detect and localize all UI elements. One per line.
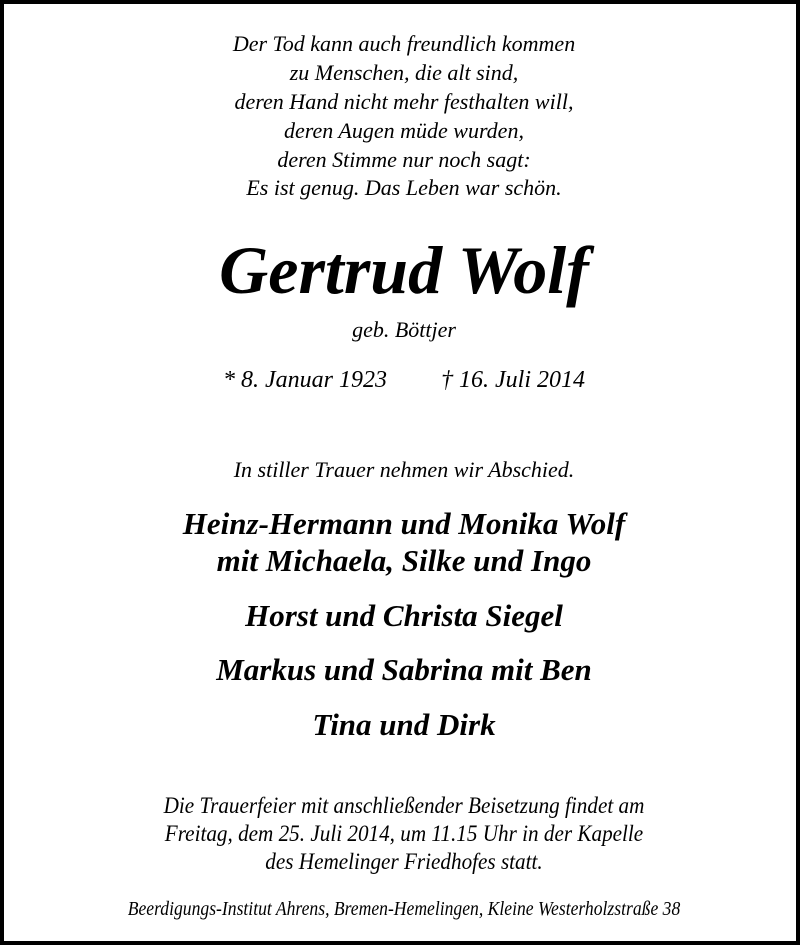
mourner-line: Heinz-Hermann und Monika Wolf: [182, 506, 626, 541]
ceremony-line: des Hemelinger Friedhofes statt.: [265, 849, 543, 874]
mourner-line: Markus und Sabrina mit Ben: [216, 652, 592, 687]
poem-line: Es ist genug. Das Leben war schön.: [246, 175, 562, 200]
poem-line: deren Hand nicht mehr festhalten will,: [234, 89, 574, 114]
ceremony-line: Die Trauerfeier mit anschließender Beisetzung findet am: [163, 793, 645, 818]
ceremony-line: Freitag, dem 25. Juli 2014, um 11.15 Uhr in der Kapelle: [164, 821, 644, 846]
mourner-line: Tina und Dirk: [312, 707, 496, 742]
birth-date: * 8. Januar 1923: [223, 367, 387, 393]
life-dates: [4, 365, 800, 395]
mourner-line: mit Michaela, Silke und Ingo: [216, 543, 592, 578]
farewell-text: In stiller Trauer nehmen wir Abschied.: [233, 457, 575, 482]
poem-line: deren Stimme nur noch sagt:: [277, 147, 531, 172]
mourner-line: Horst und Christa Siegel: [245, 598, 563, 633]
death-date: † 16. Juli 2014: [441, 367, 585, 393]
poem-line: Der Tod kann auch freundlich kommen: [232, 31, 576, 56]
maiden-name: geb. Böttjer: [352, 317, 456, 342]
undertaker-info: Beerdigungs-Institut Ahrens, Bremen-Hemelingen, Kleine Westerholzstraße 38: [127, 898, 681, 920]
poem-line: deren Augen müde wurden,: [284, 118, 524, 143]
poem-line: zu Menschen, die alt sind,: [289, 60, 519, 85]
deceased-name: Gertrud Wolf: [219, 232, 589, 308]
